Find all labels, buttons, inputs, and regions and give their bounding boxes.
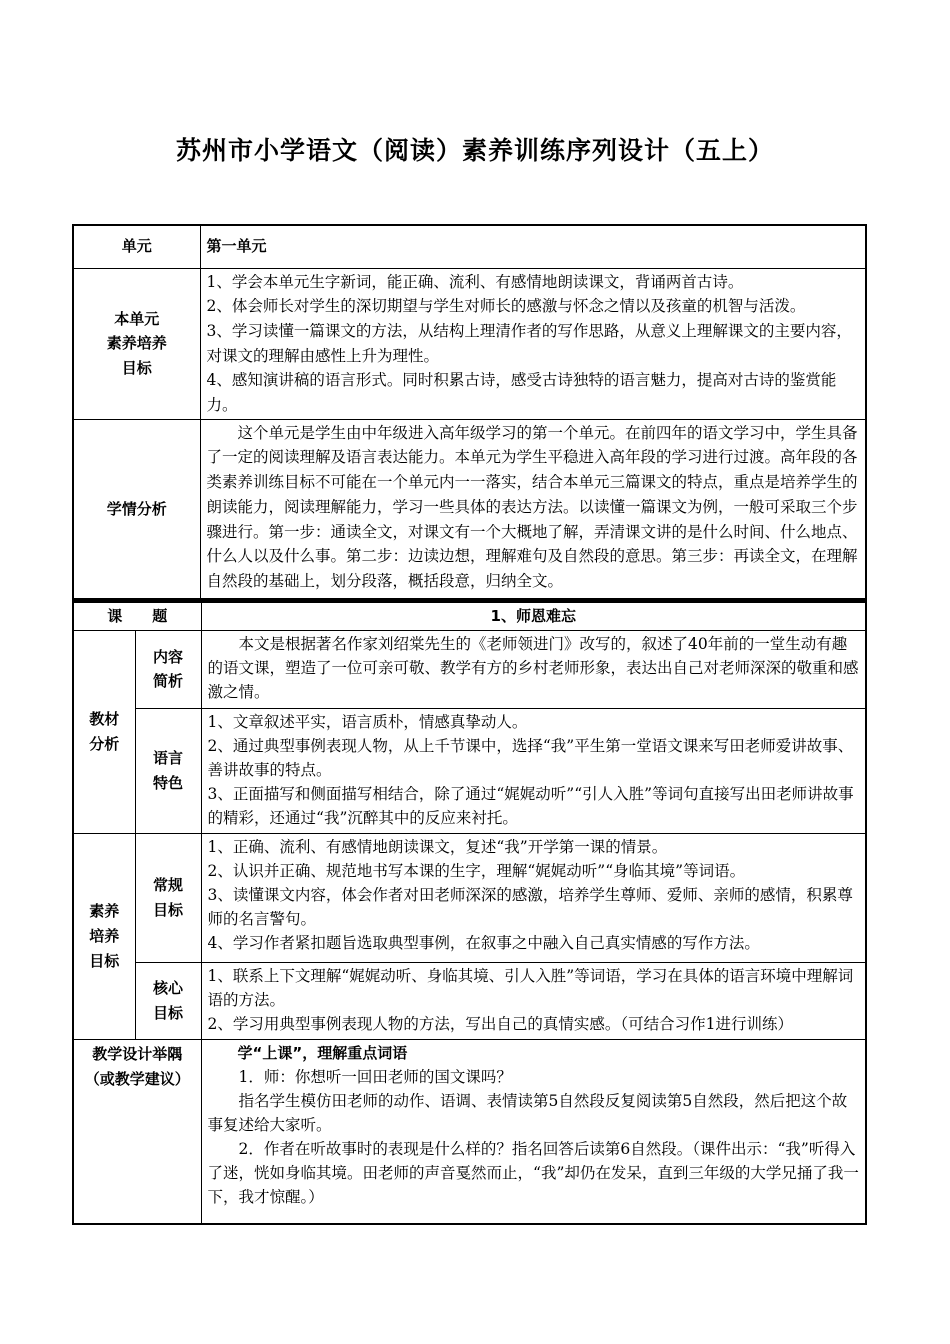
core-goals-list (201, 962, 866, 1039)
learning-analysis-text: 这个单元是学生由中年级进入高年级学习的第一个单元。在前四年的语文学习中，学生具备了一定的阅读理解及语言表达能力。本单元为学生平稳进入高年段的学习进行过渡。高年段的各类素养训练目标不可能在一个单元内一一落实，结合本单元三篇课文的特点，重点是培养学生的朗读能力，阅读理解能力，学习一些具体的表达方法。以读懂一篇课文为例，一般可采取三个步骤进行。第一步：通读全文，对课文有一个大概地了解，弄清课文讲的是什么时间、什么地点、什么人以及什么事。第二步：边读边想，理解难句及自然段的意思。第三步：再读全文，在理解自然段的基础上，划分段落，概括段意，归纳全文。 (200, 419, 866, 599)
unit-value: 第一单元 (200, 225, 866, 268)
design-table (72, 224, 865, 1225)
teaching-paragraph: 指名学生模仿田老师的动作、语调、表情读第5自然段反复阅读第5自然段，然后把这个故事复述给大家听。 (207, 1091, 848, 1134)
teaching-design-label: 教学设计举隅 （或教学建议） (73, 1039, 201, 1224)
language-features-list (201, 708, 866, 833)
list-item: 1、文章叙述平实，语言质朴，情感真挚动人。 (207, 712, 528, 731)
unit-goals-list (200, 268, 866, 419)
unit-label: 单元 (73, 225, 200, 268)
lesson-title: 1、师恩难忘 (201, 602, 866, 631)
lesson-table (72, 600, 867, 1225)
unit-goals-label: 本单元 素养培养 目标 (73, 268, 200, 419)
literacy-goals-label: 素养 培养 目标 (73, 833, 135, 1039)
material-analysis-label: 教材 分析 (73, 630, 135, 833)
teaching-design-content (201, 1039, 866, 1224)
teaching-heading: 学“上课”，理解重点词语 (237, 1043, 408, 1062)
learning-analysis-label: 学情分析 (73, 419, 200, 599)
unit-table (72, 224, 867, 600)
goal-item: 2、体会师长对学生的深切期望与学生对师长的感激与怀念之情以及孩童的机智与活泼。 (206, 297, 806, 316)
content-summary-label: 内容 简析 (135, 630, 201, 708)
list-item: 3、读懂课文内容，体会作者对田老师深深的感激，培养学生尊师、爱师、亲师的感情，积累尊师的名言警句。 (207, 885, 853, 928)
teaching-paragraph: 1．师：你想听一回田老师的国文课吗？ (238, 1067, 512, 1086)
goal-item: 4、感知演讲稿的语言形式。同时积累古诗，感受古诗独特的语言魅力，提高对古诗的鉴赏能力。 (206, 371, 837, 415)
core-goals-label: 核心 目标 (135, 962, 201, 1039)
list-item: 2、学习用典型事例表现人物的方法，写出自己的真情实感。（可结合习作1进行训练） (207, 1014, 793, 1033)
language-features-label: 语言 特色 (135, 708, 201, 833)
list-item: 3、正面描写和侧面描写相结合，除了通过“娓娓动听”“引人入胜”等词句直接写出田老师讲故事的精彩，还通过“我”沉醉其中的反应来衬托。 (207, 784, 854, 827)
goal-item: 1、学会本单元生字新词，能正确、流利、有感情地朗读课文，背诵两首古诗。 (206, 272, 744, 291)
list-item: 1、正确、流利、有感情地朗读课文，复述“我”开学第一课的情景。 (207, 837, 668, 856)
regular-goals-label: 常规 目标 (135, 833, 201, 962)
regular-goals-list (201, 833, 866, 962)
lesson-label: 课 题 (73, 602, 201, 631)
document-title: 苏州市小学语文（阅读）素养训练序列设计（五上） (175, 136, 774, 165)
teaching-paragraph: 2．作者在听故事时的表现是什么样的？指名回答后读第6自然段。（课件出示：“我”听得入了迷，恍如身临其境。田老师的声音戛然而止，“我”却仍在发呆，直到三年级的大学兄捅了我一下，我才惊醒。） (207, 1139, 859, 1206)
goal-item: 3、学习读懂一篇课文的方法，从结构上理清作者的写作思路，从意义上理解课文的主要内容，对课文的理解由感性上升为理性。 (206, 321, 852, 365)
list-item: 4、学习作者紧扣题旨选取典型事例，在叙事之中融入自己真实情感的写作方法。 (207, 933, 760, 952)
list-item: 1、联系上下文理解“娓娓动听、身临其境、引人入胜”等词语，学习在具体的语言环境中理解词语的方法。 (207, 966, 854, 1009)
content-summary-text: 本文是根据著名作家刘绍棠先生的《老师领进门》改写的，叙述了40年前的一堂生动有趣的语文课，塑造了一位可亲可敬、教学有方的乡村老师形象，表达出自己对老师深深的敬重和感激之情。 (201, 630, 866, 708)
list-item: 2、认识并正确、规范地书写本课的生字，理解“娓娓动听”“身临其境”等词语。 (207, 861, 746, 880)
list-item: 2、通过典型事例表现人物，从上千节课中，选择“我”平生第一堂语文课来写田老师爱讲故事、善讲故事的特点。 (207, 736, 854, 779)
